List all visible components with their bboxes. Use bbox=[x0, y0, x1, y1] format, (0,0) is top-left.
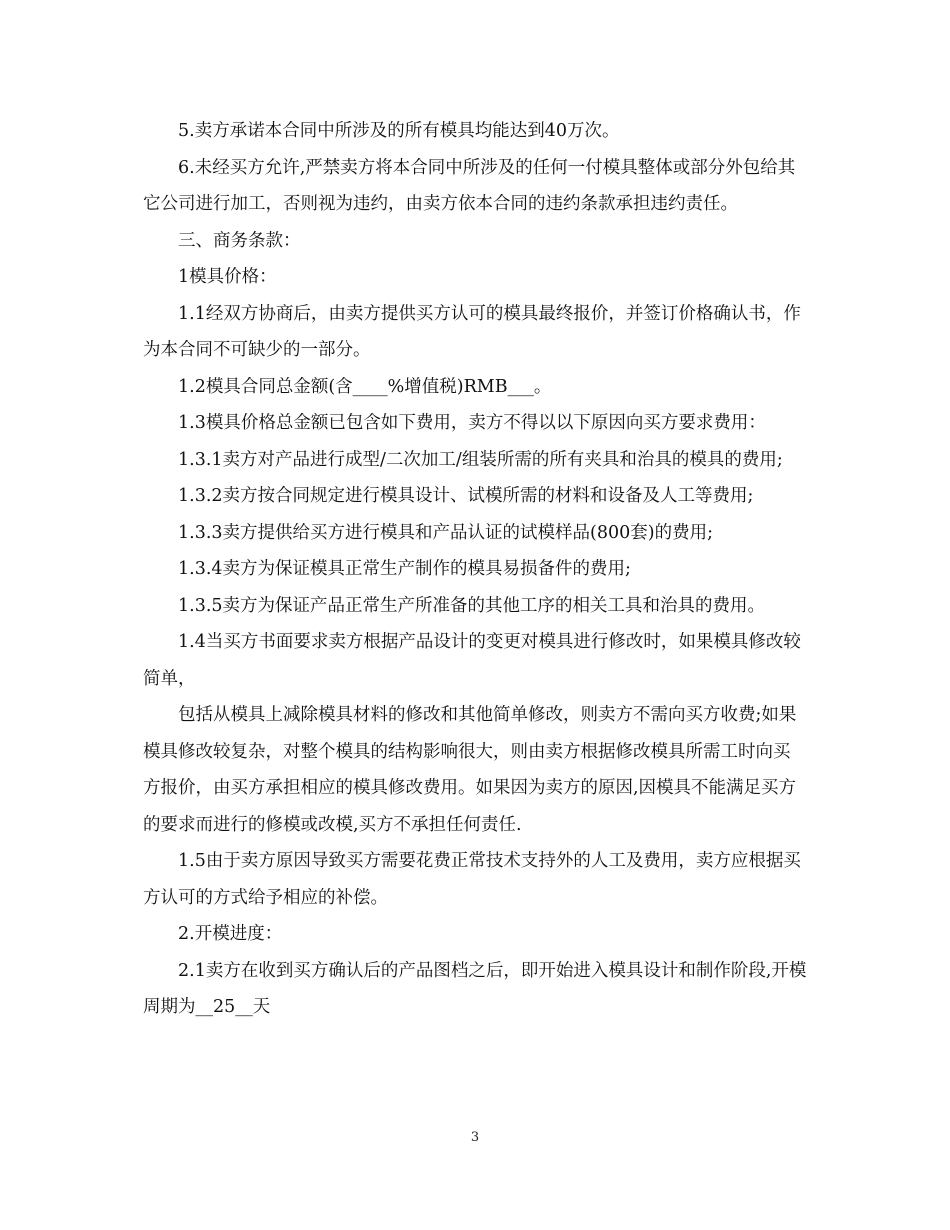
paragraph-clause-1-3-1: 1.3.1卖方对产品进行成型/二次加工/组装所需的所有夹具和治具的模具的费用; bbox=[178, 449, 783, 470]
paragraph-clause-1-3-2: 1.3.2卖方按合同规定进行模具设计、试模所需的材料和设备及人工等费用; bbox=[178, 486, 754, 506]
paragraph-clause-5: 5.卖方承诺本合同中所涉及的所有模具均能达到40万次。 bbox=[178, 121, 620, 141]
paragraph-clause-1-3-3: 1.3.3卖方提供给买方进行模具和产品认证的试模样品(800套)的费用; bbox=[178, 522, 713, 543]
subheading-mold-price: 1模具价格： bbox=[178, 267, 277, 287]
paragraph-clause-1-3: 1.3模具价格总金额已包含如下费用，卖方不得以以下原因向买方要求费用： bbox=[178, 413, 766, 433]
paragraph-clause-1-4: 1.4当买方书面要求卖方根据产品设计的变更对模具进行修改时，如果模具修改较简单， bbox=[143, 632, 801, 689]
page-number: 3 bbox=[470, 1130, 480, 1145]
paragraph-clause-1-4-continued: 包括从模具上减除模具材料的修改和其他简单修改，则卖方不需向买方收费;如果模具修改较复杂，对整个模具的结构影响很大，则由卖方根据修改模具所需工时向买方报价，由买方承担相应的模具修改费用。如果因为卖方的原因,因模具不能满足买方的要求而进行的修模或改模,买方不承担任何责任. bbox=[143, 705, 797, 835]
paragraph-clause-1-1: 1.1经双方协商后，由卖方提供买方认可的模具最终报价，并签订价格确认书，作为本合同不可缺少的一部分。 bbox=[143, 303, 801, 360]
subheading-mold-schedule: 2.开模进度： bbox=[178, 924, 283, 944]
paragraph-clause-1-3-4: 1.3.4卖方为保证模具正常生产制作的模具易损备件的费用; bbox=[178, 559, 631, 579]
document-body bbox=[143, 113, 807, 1026]
paragraph-clause-1-5: 1.5由于卖方原因导致买方需要花费正常技术支持外的人工及费用，卖方应根据买方认可的方式给予相应的补偿。 bbox=[143, 851, 801, 908]
paragraph-clause-6: 6.未经买方允许,严禁卖方将本合同中所涉及的任何一付模具整体或部分外包给其它公司进行加工，否则视为违约，由卖方依本合同的违约条款承担违约责任。 bbox=[143, 157, 796, 214]
paragraph-clause-2-1: 2.1卖方在收到买方确认后的产品图档之后，即开始进入模具设计和制作阶段,开模周期为__25__天 bbox=[143, 960, 807, 1017]
paragraph-clause-1-2: 1.2模具合同总金额(含____%增值税)RMB___。 bbox=[178, 376, 552, 397]
paragraph-clause-1-3-5: 1.3.5卖方为保证产品正常生产所准备的其他工序的相关工具和治具的费用。 bbox=[178, 595, 766, 616]
section-heading-commercial-terms: 三、商务条款： bbox=[178, 230, 301, 251]
